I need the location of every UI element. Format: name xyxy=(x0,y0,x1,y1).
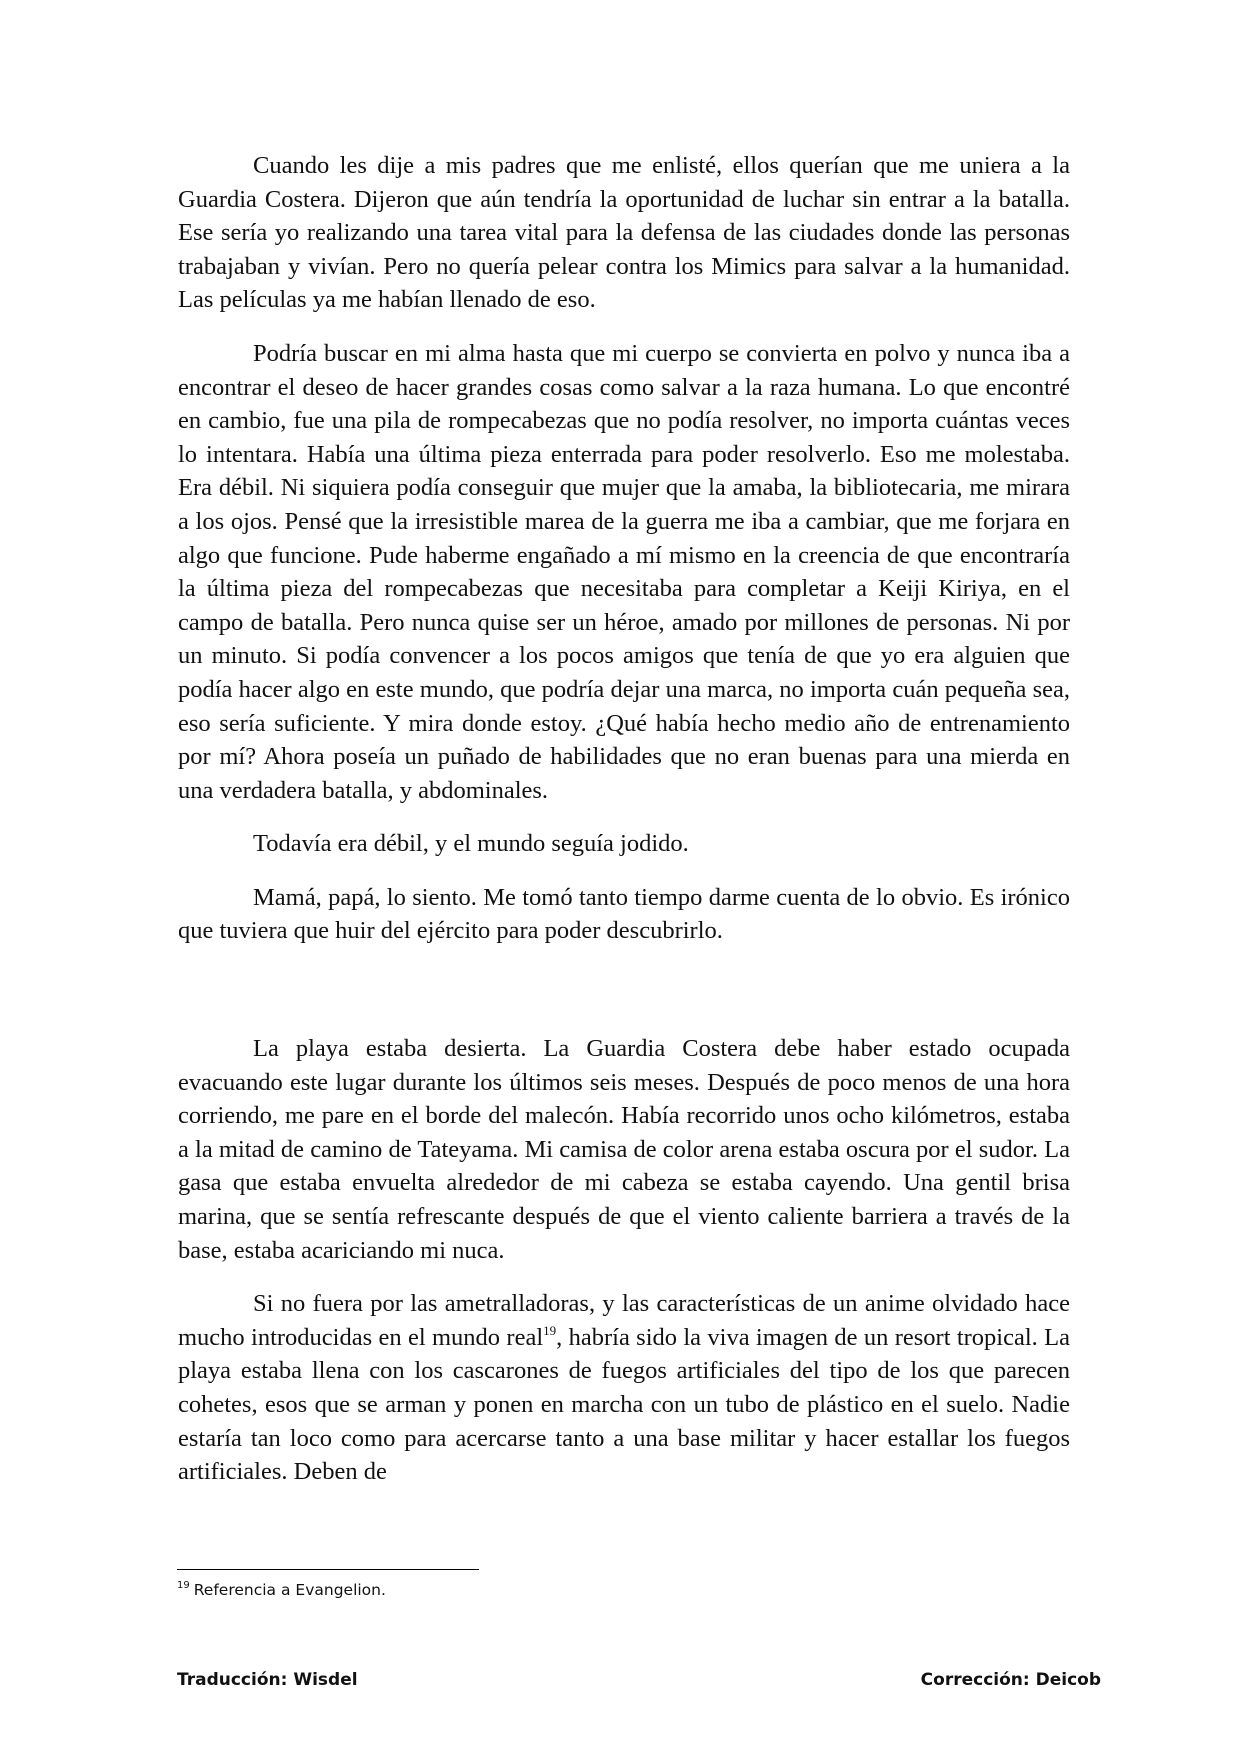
body-text xyxy=(178,149,1070,1489)
paragraph-2: Podría buscar en mi alma hasta que mi cuerpo se convierta en polvo y nunca iba a encontrar el deseo de hacer grandes cosas como salvar a la raza humana. Lo que encontré en cambio, fue una pila de rompecabezas que no podía resolver, no importa cuántas veces lo intentara. Había una última pieza enterrada para poder resolverlo. Eso me molestaba. Era débil. Ni siquiera podía conseguir que mujer que la amaba, la bibliotecaria, me mirara a los ojos. Pensé que la irresistible marea de la guerra me iba a cambiar, que me forjara en algo que funcione. Pude haberme engañado a mí mismo en la creencia de que encontraría la última pieza del rompecabezas que necesitaba para completar a Keiji Kiriya, en el campo de batalla. Pero nunca quise ser un héroe, amado por millones de personas. Ni por un minuto. Si podía convencer a los pocos amigos que tenía de que yo era alguien que podía hacer algo en este mundo, que podría dejar una marca, no importa cuán pequeña sea, eso sería suficiente. Y mira donde estoy. ¿Qué había hecho medio año de entrenamiento por mí? Ahora poseía un puñado de habilidades que no eran buenas para una mierda en una verdadera batalla, y abdominales. xyxy=(178,339,1070,804)
paragraph-5: La playa estaba desierta. La Guardia Costera debe haber estado ocupada evacuando este lugar durante los últimos seis meses. Después de poco menos de una hora corriendo, me pare en el borde del malecón. Había recorrido unos ocho kilómetros, estaba a la mitad de camino de Tateyama. Mi camisa de color arena estaba oscura por el sudor. La gasa que estaba envuelta alrededor de mi cabeza se estaba cayendo. Una gentil brisa marina, que se sentía refrescante después de que el viento caliente barriera a través de la base, estaba acariciando mi nuca. xyxy=(178,1035,1070,1264)
paragraph-6-text-before: Si no fuera por las ametralladoras, y las características de un anime olvidado hace mucho introducidas en el mundo real xyxy=(178,1290,1070,1351)
paragraph-6-text-after: , habría sido la viva imagen de un resort tropical. La playa estaba llena con los cascarones de fuegos artificiales del tipo de los que parecen cohetes, esos que se arman y ponen en marcha con un tubo de plástico en el suelo. Nadie estaría tan loco como para acercarse tanto a una base militar y hacer estallar los fuegos artificiales. Deben de xyxy=(178,1323,1070,1486)
footnote-number: 19 xyxy=(177,1580,190,1591)
footnote-text: Referencia a Evangelion. xyxy=(193,1581,386,1599)
footer-correction-credit: Corrección: Deicob xyxy=(920,1670,1101,1690)
paragraph-1: Cuando les dije a mis padres que me enlisté, ellos querían que me uniera a la Guardia Costera. Dijeron que aún tendría la oportunidad de luchar sin entrar a la batalla. Ese sería yo realizando una tarea vital para la defensa de las ciudades donde las personas trabajaban y vivían. Pero no quería pelear contra los Mimics para salvar a la humanidad. Las películas ya me habían llenado de eso. xyxy=(178,152,1070,314)
footer-translation-credit: Traducción: Wisdel xyxy=(177,1670,358,1690)
paragraph-6 xyxy=(178,1287,1070,1489)
footnote-reference[interactable]: 19 xyxy=(543,1322,557,1338)
paragraph-3: Todavía era débil, y el mundo seguía jodido. xyxy=(253,830,689,858)
paragraph-4: Mamá, papá, lo siento. Me tomó tanto tiempo darme cuenta de lo obvio. Es irónico que tuviera que huir del ejército para poder descubrirlo. xyxy=(178,883,1070,945)
footnote xyxy=(177,1580,386,1599)
footnote-separator xyxy=(177,1569,479,1570)
